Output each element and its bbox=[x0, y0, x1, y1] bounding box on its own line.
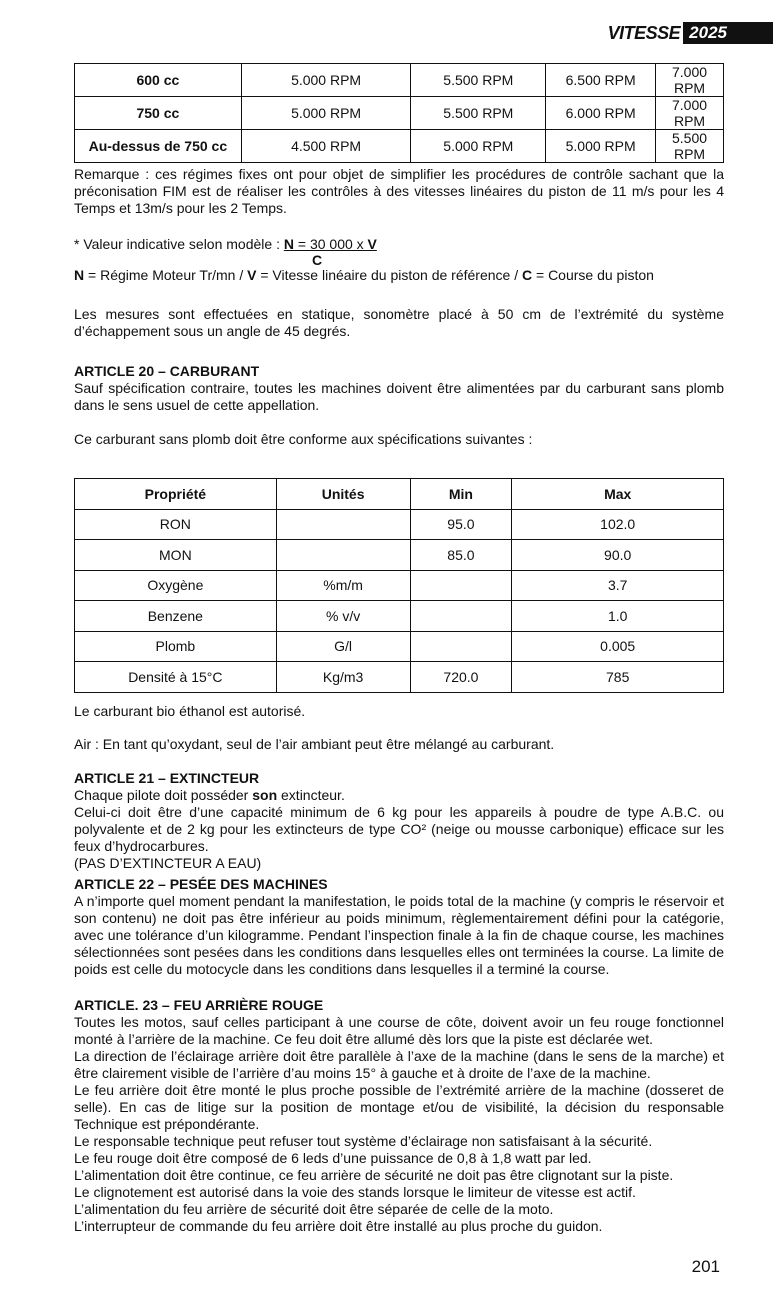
column-header: Min bbox=[410, 479, 512, 510]
article-20-title: ARTICLE 20 – CARBURANT bbox=[74, 363, 260, 379]
table-cell: 6.500 RPM bbox=[546, 64, 656, 97]
page-number: 201 bbox=[691, 1257, 720, 1276]
table-row bbox=[75, 540, 724, 571]
table-cell: 90.0 bbox=[512, 540, 724, 571]
article-23-title: ARTICLE. 23 – FEU ARRIÈRE ROUGE bbox=[74, 997, 324, 1013]
table-row bbox=[75, 64, 724, 97]
table-cell: Benzene bbox=[75, 601, 277, 632]
table-cell: 6.000 RPM bbox=[546, 97, 656, 130]
table-row bbox=[75, 662, 724, 693]
article-23-line: L’alimentation du feu arrière de sécurité doit être séparée de celle de la moto. bbox=[74, 1201, 554, 1217]
article-21-title: ARTICLE 21 – EXTINCTEUR bbox=[74, 770, 260, 786]
table-cell: 5.000 RPM bbox=[411, 130, 546, 163]
table-cell: G/l bbox=[276, 631, 410, 662]
article-23-line: L’interrupteur de commande du feu arrière doit être installé au plus proche du guidon. bbox=[74, 1218, 603, 1234]
article-20-p2: Ce carburant sans plomb doit être conforme aux spécifications suivantes : bbox=[74, 431, 533, 447]
table-cell: 750 cc bbox=[75, 97, 242, 130]
legend-v-text: = Vitesse linéaire du piston de référence / bbox=[256, 267, 522, 283]
header-brand bbox=[608, 22, 773, 44]
legend-n: N bbox=[74, 267, 85, 283]
table-cell: 1.0 bbox=[512, 601, 724, 632]
article-21-l3: (PAS D’EXTINCTEUR A EAU) bbox=[74, 855, 262, 871]
fuel-table bbox=[74, 478, 724, 693]
article-21-l1c: extincteur. bbox=[277, 787, 345, 803]
table-cell: 785 bbox=[512, 662, 724, 693]
table-row bbox=[75, 130, 724, 163]
table-cell bbox=[410, 601, 512, 632]
table-cell bbox=[410, 631, 512, 662]
mesures-text: Les mesures sont effectuées en statique, sonomètre placé à 50 cm de l’extrémité du système d’échappement sous un angle de 45 degrés. bbox=[74, 306, 724, 339]
table-cell bbox=[410, 570, 512, 601]
remarque-block bbox=[74, 166, 724, 217]
table-row bbox=[75, 97, 724, 130]
table-cell: RON bbox=[75, 509, 277, 540]
table-cell: 7.000 RPM bbox=[656, 97, 724, 130]
table-cell: 5.000 RPM bbox=[241, 64, 411, 97]
table-cell: Plomb bbox=[75, 631, 277, 662]
article-21 bbox=[74, 770, 724, 872]
table-cell: Kg/m3 bbox=[276, 662, 410, 693]
brand-year: 2025 bbox=[683, 22, 773, 44]
table-cell: %m/m bbox=[276, 570, 410, 601]
table-cell: 3.7 bbox=[512, 570, 724, 601]
formula-n: N bbox=[283, 236, 294, 252]
table-cell: 85.0 bbox=[410, 540, 512, 571]
mesures-block bbox=[74, 306, 724, 340]
article-21-l2: Celui-ci doit être d’une capacité minimum de 6 kg pour les appareils à poudre de type A.B.C. ou polyvalente et de 2 kg pour les extincteurs de type CO² (neige ou mousse carbonique) efficace sur les feux d’hydrocarbures. bbox=[74, 804, 724, 854]
table-cell bbox=[276, 509, 410, 540]
table-cell: 7.000 RPM bbox=[656, 64, 724, 97]
table-cell: 0.005 bbox=[512, 631, 724, 662]
article-21-l1a: Chaque pilote doit posséder bbox=[74, 787, 253, 803]
article-23-line: Le feu arrière doit être monté le plus proche possible de l’extrémité arrière de la machine (dosseret de selle). En cas de litige sur la position de montage et/ou de visibilité, la décision du responsable Technique est prépondérante. bbox=[74, 1082, 724, 1132]
table-cell: Au-dessus de 750 cc bbox=[75, 130, 242, 163]
article-22-text: A n’importe quel moment pendant la manifestation, le poids total de la machine (y compris le réservoir et son contenu) ne doit pas être inférieur au poids minimum, règlementairement défini pour la catégorie, avec une tolérance d’un kilogramme. Pendant l’inspection finale à la fin de chaque course, les machines sélectionnées sont pesées dans les conditions dans lesquelles elles ont terminées la course. La limite de poids est celle du motocycle dans les conditions dans lesquelles il a terminé la course. bbox=[74, 893, 724, 977]
air-block bbox=[74, 736, 724, 753]
table-cell: 4.500 RPM bbox=[241, 130, 411, 163]
legend-v: V bbox=[247, 267, 257, 283]
table-row bbox=[75, 601, 724, 632]
column-header: Unités bbox=[276, 479, 410, 510]
article-22-title: ARTICLE 22 – PESÉE DES MACHINES bbox=[74, 876, 328, 892]
legend-c: C bbox=[521, 267, 533, 283]
formula-v: V bbox=[367, 236, 377, 252]
table-cell: MON bbox=[75, 540, 277, 571]
table-cell bbox=[276, 540, 410, 571]
remarque-text: Remarque : ces régimes fixes ont pour objet de simplifier les procédures de contrôle sachant que la préconisation FIM est de réaliser les contrôles à des vitesses linéaires du piston de 11 m/s pour les 4 Temps et 13m/s pour les 2 Temps. bbox=[74, 166, 724, 216]
table-cell: Densité à 15°C bbox=[75, 662, 277, 693]
formula-mid: = 30 000 x bbox=[293, 236, 368, 252]
article-20-p1: Sauf spécification contraire, toutes les machines doivent être alimentées par du carburant sans plomb dans le sens usuel de cette appellation. bbox=[74, 380, 724, 413]
article-23-line: Le feu rouge doit être composé de 6 leds d’une puissance de 0,8 à 1,8 watt par led. bbox=[74, 1150, 592, 1166]
table-cell: 5.500 RPM bbox=[656, 130, 724, 163]
article-22 bbox=[74, 876, 724, 978]
legend-n-text: = Régime Moteur Tr/mn / bbox=[84, 267, 248, 283]
article-23-line: Toutes les motos, sauf celles participant à une course de côte, doivent avoir un feu rouge fonctionnel monté à l’arrière de la machine. Ce feu doit être allumé dès lors que la piste est déclarée wet. bbox=[74, 1014, 724, 1047]
table-cell: Oxygène bbox=[75, 570, 277, 601]
formula-prefix: * Valeur indicative selon modèle : bbox=[74, 236, 284, 252]
table-cell: 5.500 RPM bbox=[411, 97, 546, 130]
table-row bbox=[75, 631, 724, 662]
formula-denominator: C bbox=[312, 252, 323, 268]
column-header: Max bbox=[512, 479, 724, 510]
table-cell: 5.000 RPM bbox=[546, 130, 656, 163]
table-header-row bbox=[75, 479, 724, 510]
air-text: Air : En tant qu’oxydant, seul de l’air ambiant peut être mélangé au carburant. bbox=[74, 736, 555, 752]
brand-title: VITESSE bbox=[607, 22, 681, 43]
column-header: Propriété bbox=[75, 479, 277, 510]
article-23 bbox=[74, 997, 724, 1235]
table-cell: 720.0 bbox=[410, 662, 512, 693]
legend-c-text: = Course du piston bbox=[532, 267, 654, 283]
article-23-line: Le responsable technique peut refuser tout système d’éclairage non satisfaisant à la sécurité. bbox=[74, 1133, 653, 1149]
table-cell: 5.000 RPM bbox=[241, 97, 411, 130]
article-23-line: Le clignotement est autorisé dans la voie des stands lorsque le limiteur de vitesse est actif. bbox=[74, 1184, 636, 1200]
table-row bbox=[75, 570, 724, 601]
table-row bbox=[75, 509, 724, 540]
formula-block bbox=[74, 236, 724, 284]
article-23-line: La direction de l’éclairage arrière doit être parallèle à l’axe de la machine (dans le sens de la marche) et être clairement visible de l’arrière d’au moins 15° à gauche et à droite de l’axe de la machine. bbox=[74, 1048, 724, 1081]
bio-block bbox=[74, 703, 724, 720]
table-cell: 95.0 bbox=[410, 509, 512, 540]
table-cell: 5.500 RPM bbox=[411, 64, 546, 97]
article-21-l1b: son bbox=[252, 787, 278, 803]
table-cell: % v/v bbox=[276, 601, 410, 632]
article-23-line: L’alimentation doit être continue, ce feu arrière de sécurité ne doit pas être clignotant sur la piste. bbox=[74, 1167, 674, 1183]
table-cell: 600 cc bbox=[75, 64, 242, 97]
table-cell: 102.0 bbox=[512, 509, 724, 540]
article-20 bbox=[74, 363, 724, 448]
rpm-table bbox=[74, 63, 724, 163]
bio-text: Le carburant bio éthanol est autorisé. bbox=[74, 703, 306, 719]
